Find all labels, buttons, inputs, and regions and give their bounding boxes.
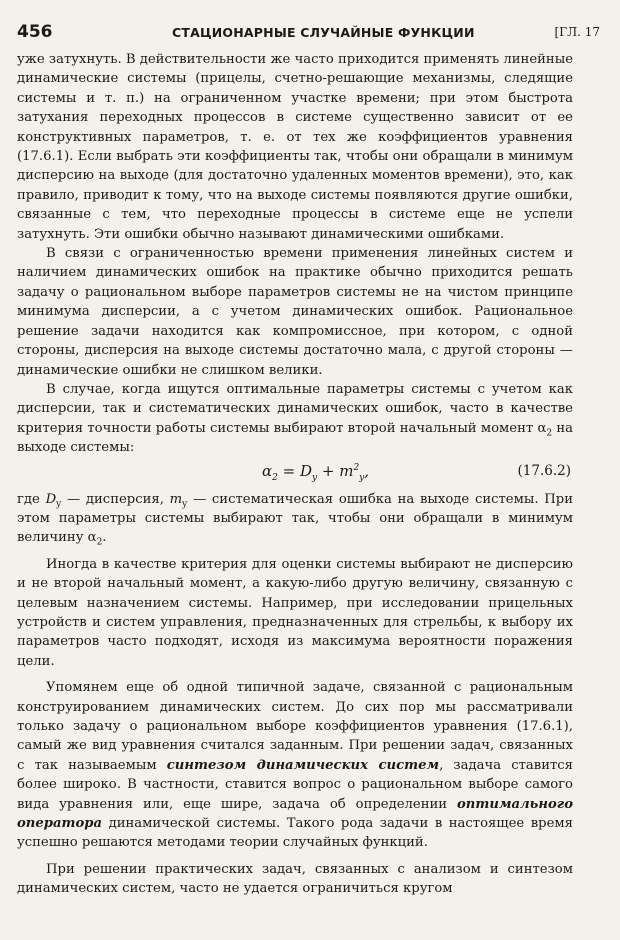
page-number: 456 [17,22,53,42]
formula-number: (17.6.2) [517,462,571,479]
paragraph-3-end: на выходе системы: [17,420,573,456]
term-synthesis: синтезом динамических систем [166,757,440,773]
running-title: СТАЦИОНАРНЫЕ СЛУЧАЙНЫЕ ФУНКЦИИ [172,25,475,40]
page-body [17,50,573,899]
paragraph-7: При решении практических задач, связанных с анализом и синтезом динамических систем, часто не удается ограничиться кругом [17,861,573,897]
paragraph-3 [17,380,573,458]
paragraph-1: уже затухнуть. В действительности же часто приходится применять линейные динамические системы (прицелы, счетно-решающие механизмы, следящие системы и т. п.) на ограниченном участке времени; при этом быстрота затухания переходных процессов в системе существенно зависит от ее конструктивных параметров, т. е. от тех же коэффициентов уравнения (17.6.1). Если выбрать эти коэффициенты так, чтобы они обращали в минимум дисперсию на выходе (для достаточно удаленных моментов времени), это, как правило, приводит к тому, что на выходе системы появляются другие ошибки, связанные с тем, что переходные процессы в системе еще не успели затухнуть. Эти ошибки обычно называют динамическими ошибками. [17,52,573,242]
paragraph-5: Иногда в качестве критерия для оценки системы выбирают не дисперсию и не второй начальный момент, а какую-либо другую величину, связанную с целевым назначением системы. Например, при исследовании прицельных устройств и систем управления, предназначенных для стрельбы, к выбору их параметров часто подходят, исходя из максимума вероятности поражения цели. [17,556,573,669]
paragraph-3-text: В случае, когда ищутся оптимальные параметры системы с учетом как дисперсии, так и систематических динамических ошибок, часто в качестве критерия точности работы системы выбирают второй начальный момент α [17,381,573,436]
formula-expression: $\alpha_2 = D_y + m^2_y$, [262,461,370,483]
paragraph-2: В связи с ограниченностью времени применения линейных систем и наличием динамических ошибок на практике обычно приходится решать задачу о рациональном выборе параметров системы не на чистом принципе минимума дисперсии, а с учетом динамических ошибок. Рациональное решение задачи находится как компромиссное, при котором, с одной стороны, дисперсия на выходе системы достаточно мала, с другой стороны — динамические ошибки не слишком велики. [17,246,573,378]
paragraph-6: Упомянем еще об одной типичной задаче, связанной с рациональным конструированием динамических систем. До сих пор мы рассматривали только задачу о рациональном выборе коэффициентов уравнения (17.6.1), самый же вид уравнения считался заданным. При решении задач, связанных с так называемым синтезом динамических систем, задача ставится более широко. В частности, ставится вопрос о рациональном выборе самого вида уравнения или, еще шире, задача об определении оптимального оператора динамической системы. Такого рода задачи в настоящее время успешно решаются методами теории случайных функций. [17,680,573,851]
alpha-subscript: 2 [546,428,553,439]
term-optimal-operator: оптимального оператора [17,796,573,832]
formula-17-6-2 [17,460,573,488]
page-header [17,22,600,46]
paragraph-4: где $D_y$ — дисперсия, $m_y$ — систематическая ошибка на выходе системы. При этом параметры системы выбирают так, чтобы они обращали в минимум величину $\alpha_2$. [17,491,574,548]
chapter-label: [ГЛ. 17 [554,25,600,39]
